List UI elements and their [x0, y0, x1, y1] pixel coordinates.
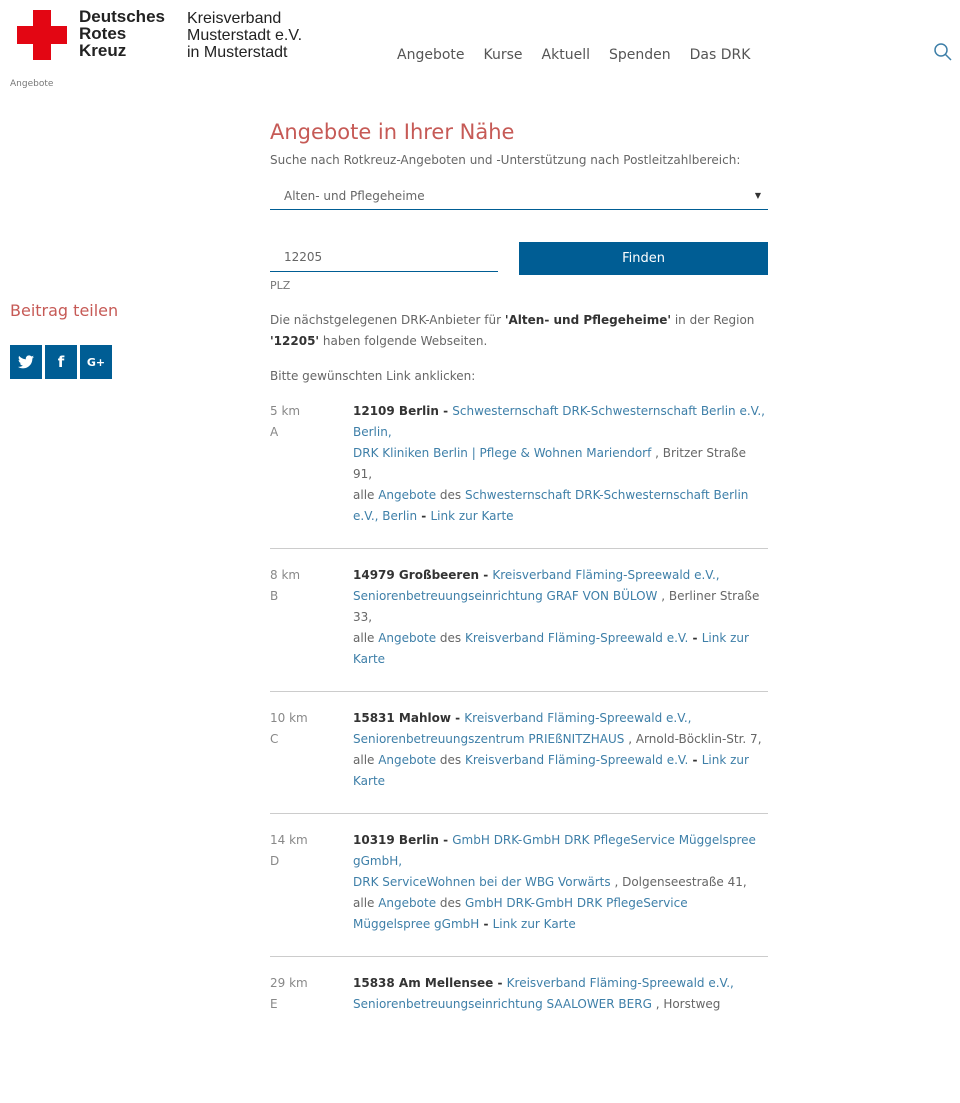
category-select-value: Alten- und Pflegeheime	[284, 189, 425, 203]
brand-name[interactable]	[79, 8, 165, 59]
plz-input[interactable]	[270, 242, 498, 272]
result-all-provider-link[interactable]: GmbH DRK-GmbH DRK PflegeService Müggelspree gGmbH	[353, 896, 688, 931]
twitter-share-button[interactable]	[10, 345, 42, 379]
result-city: 10319 Berlin	[353, 833, 439, 847]
result-provider-link[interactable]: GmbH DRK-GmbH DRK PflegeService Müggelspree gGmbH,	[353, 833, 756, 868]
result-all-provider-link[interactable]: Kreisverband Fläming-Spreewald e.V.	[464, 753, 689, 767]
org-line: in Musterstadt	[187, 44, 288, 61]
category-select[interactable]	[270, 184, 768, 210]
org-line: Musterstadt e.V.	[187, 27, 303, 44]
result-all-text: alle	[353, 753, 379, 767]
result-item	[270, 387, 768, 549]
share-buttons	[10, 345, 115, 379]
result-letter: B	[270, 589, 279, 603]
result-facility-link[interactable]: DRK Kliniken Berlin | Pflege & Wohnen Mariendorf	[353, 446, 652, 460]
result-all-offers-link[interactable]: Angebote	[378, 753, 437, 767]
result-dash: -	[688, 753, 702, 767]
result-city: 15838 Am Mellensee	[353, 976, 494, 990]
result-letter: C	[270, 732, 279, 746]
drk-logo[interactable]	[17, 10, 67, 60]
result-all-provider-link[interactable]: Schwesternschaft DRK-Schwesternschaft Berlin e.V., Berlin	[353, 488, 749, 523]
result-distance: 10 km	[270, 711, 308, 725]
result-all-offers-link[interactable]: Angebote	[378, 488, 437, 502]
result-facility-link[interactable]: Seniorenbetreuungseinrichtung SAALOWER BERG	[353, 997, 652, 1011]
facebook-share-button[interactable]	[45, 345, 77, 379]
breadcrumb[interactable]: Angebote	[10, 79, 54, 89]
result-address: , Horstweg	[651, 997, 721, 1011]
results-list	[270, 387, 768, 1036]
result-dash: -	[438, 404, 453, 418]
result-all-text: des	[436, 631, 465, 645]
result-provider-link[interactable]: Kreisverband Fläming-Spreewald e.V.,	[464, 711, 692, 725]
search-icon[interactable]	[933, 42, 953, 62]
org-name	[187, 10, 302, 61]
nav-item-angebote[interactable]: Angebote	[397, 47, 465, 63]
info-text: in der Region	[671, 313, 755, 327]
info-text: haben folgende Webseiten.	[319, 334, 488, 348]
result-all-text: alle	[353, 896, 379, 910]
main-content	[270, 120, 768, 1036]
result-all-text: alle	[353, 488, 379, 502]
twitter-icon	[18, 355, 34, 369]
page-title: Angebote in Ihrer Nähe	[270, 120, 515, 144]
result-dash: -	[438, 833, 453, 847]
nav-item-aktuell[interactable]: Aktuell	[541, 47, 590, 63]
result-provider-link[interactable]: Kreisverband Fläming-Spreewald e.V.,	[492, 568, 720, 582]
org-line: Kreisverband	[187, 10, 282, 27]
main-nav	[397, 47, 769, 63]
result-map-link[interactable]: Link zur Karte	[353, 631, 749, 666]
find-button[interactable]: Finden	[519, 242, 768, 275]
plz-label: PLZ	[270, 279, 291, 292]
nav-item-spenden[interactable]: Spenden	[609, 47, 671, 63]
result-item	[270, 957, 768, 1036]
result-all-offers-link[interactable]: Angebote	[378, 896, 437, 910]
nav-item-kurse[interactable]: Kurse	[483, 47, 523, 63]
result-distance: 8 km	[270, 568, 301, 582]
link-prompt: Bitte gewünschten Link anklicken:	[270, 369, 476, 383]
result-dash: -	[688, 631, 702, 645]
result-all-text: des	[436, 896, 465, 910]
result-map-link[interactable]: Link zur Karte	[430, 509, 514, 523]
result-facility-link[interactable]: DRK ServiceWohnen bei der WBG Vorwärts	[353, 875, 611, 889]
result-distance: 29 km	[270, 976, 308, 990]
result-item	[270, 692, 768, 814]
result-provider-link[interactable]: Kreisverband Fläming-Spreewald e.V.,	[506, 976, 734, 990]
result-dash: -	[479, 917, 493, 931]
info-text: Die nächstgelegenen DRK-Anbieter für	[270, 313, 505, 327]
result-map-link[interactable]: Link zur Karte	[353, 753, 749, 788]
result-city: 12109 Berlin	[353, 404, 439, 418]
result-letter: A	[270, 425, 279, 439]
results-info	[270, 310, 768, 352]
result-city: 15831 Mahlow	[353, 711, 451, 725]
result-item	[270, 549, 768, 692]
brand-line: Rotes	[79, 24, 127, 43]
result-distance: 14 km	[270, 833, 308, 847]
result-provider-link[interactable]: Schwesternschaft DRK-Schwesternschaft Berlin e.V., Berlin,	[353, 404, 765, 439]
caret-down-icon: ▼	[754, 191, 761, 200]
brand-line: Deutsches	[79, 7, 165, 26]
facebook-icon: f	[57, 353, 65, 371]
result-all-text: alle	[353, 631, 379, 645]
result-all-text: des	[436, 753, 465, 767]
result-dash: -	[479, 568, 493, 582]
result-facility-link[interactable]: Seniorenbetreuungszentrum PRIEßNITZHAUS	[353, 732, 625, 746]
google-plus-share-button[interactable]	[80, 345, 112, 379]
result-facility-link[interactable]: Seniorenbetreuungseinrichtung GRAF VON BÜLOW	[353, 589, 658, 603]
result-dash: -	[417, 509, 431, 523]
result-all-offers-link[interactable]: Angebote	[378, 631, 437, 645]
brand-line: Kreuz	[79, 41, 127, 60]
result-map-link[interactable]: Link zur Karte	[492, 917, 576, 931]
share-title: Beitrag teilen	[10, 301, 119, 320]
google-plus-icon: G+	[86, 355, 106, 369]
result-dash: -	[493, 976, 507, 990]
info-category: 'Alten- und Pflegeheime'	[504, 313, 672, 327]
result-distance: 5 km	[270, 404, 301, 418]
result-address: , Arnold-Böcklin-Str. 7,	[624, 732, 762, 746]
page-subtitle: Suche nach Rotkreuz-Angeboten und -Unterstützung nach Postleitzahlbereich:	[270, 153, 741, 167]
result-city: 14979 Großbeeren	[353, 568, 480, 582]
result-address: , Britzer Straße 91,	[353, 446, 746, 481]
info-region: '12205'	[270, 334, 320, 348]
result-all-provider-link[interactable]: Kreisverband Fläming-Spreewald e.V.	[464, 631, 689, 645]
result-dash: -	[450, 711, 465, 725]
result-letter: D	[270, 854, 280, 868]
result-address: , Dolgenseestraße 41,	[610, 875, 747, 889]
result-address: , Berliner Straße 33,	[353, 589, 760, 624]
nav-item-das-drk[interactable]: Das DRK	[689, 47, 751, 63]
result-letter: E	[270, 997, 278, 1011]
red-cross-icon	[17, 10, 67, 60]
result-all-text: des	[436, 488, 465, 502]
result-item	[270, 814, 768, 957]
